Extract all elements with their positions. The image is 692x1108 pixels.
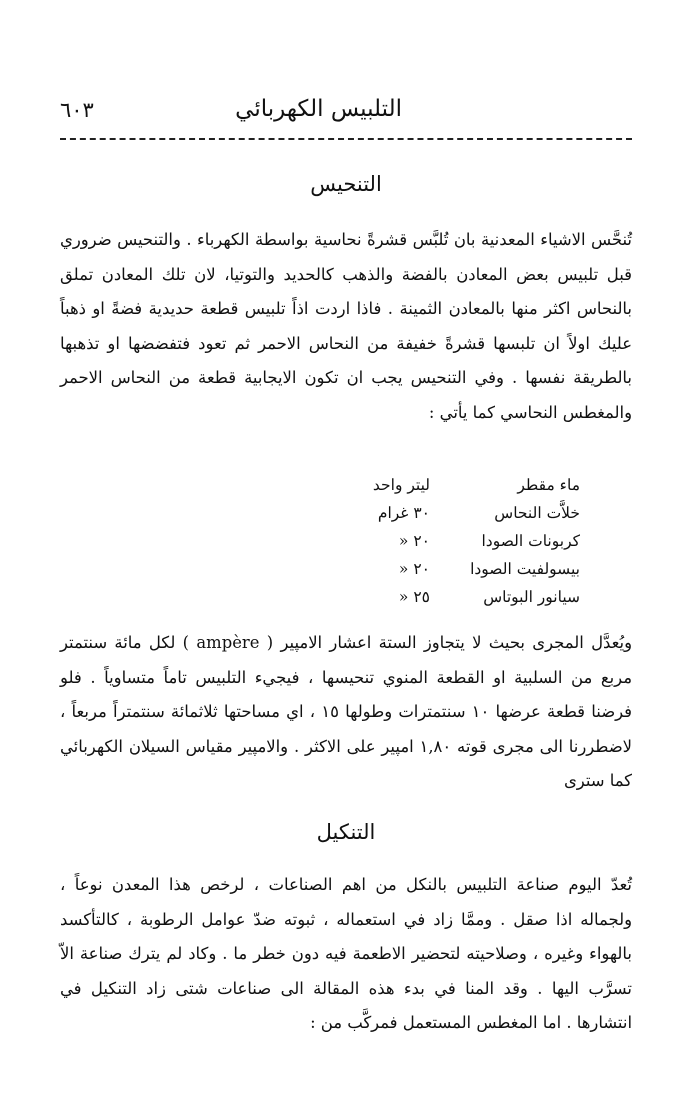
ingredient-quantity: ٢٥ «: [398, 588, 430, 606]
ingredient-quantity: ليتر واحد: [372, 476, 430, 494]
ingredient-quantity: ٣٠ غرام: [377, 504, 430, 522]
paragraph-intro: [60, 223, 632, 430]
recipe-row: [280, 532, 580, 560]
ingredient-quantity: ٢٠ «: [398, 560, 430, 578]
recipe-row: [280, 588, 580, 616]
paragraph-text: تُعدّ اليوم صناعة التلبيس بالنكل من اهم الصناعات ، لرخص هذا المعدن نوعاً ، ولجماله اذا صقل . وممَّا زاد في استعماله ، ثبوته ضدّ عوامل الرطوبة ، كالتأكسد بالهواء وغيره ، وصلاحيته لتحضير الاطعمة فيه دون خطر ما . وكاد لم يترك صناعة الاّ تسرَّب اليها . وقد المنا في بدء هذه المقالة الى صناعات شتى زاد التنكيل في انتشارها . اما المغطس المستعمل فمركَّب من :: [60, 875, 632, 1032]
header-rule: [60, 138, 632, 140]
running-title: التلبيس الكهربائي: [235, 96, 402, 122]
paragraph-text: تُنحَّس الاشياء المعدنية بان تُلبَّس قشرةً نحاسية بواسطة الكهرباء . والتنحيس ضروري قبل تلبيس بعض المعادن بالفضة والذهب كالحديد والتوتيا، لان تلك المعادن تملق بالنحاس اكثر منها بالمعادن الثمينة . فاذا اردت اذاً تلبيس قطعة حديدية فضةً او ذهباً عليك اولاً ان تلبسها قشرةً خفيفة من النحاس الاحمر ثم تعود فتفضضها او تذهبها بالطريقة نفسها . وفي التنحيس يجب ان تكون الايجابية قطعة من النحاس الاحمر والمغطس النحاسي كما يأتي :: [60, 230, 632, 422]
page-number: ٦٠٣: [60, 98, 94, 122]
ingredient-name: بيسولفيت الصودا: [470, 560, 580, 578]
section-title-nickel-plating: التنكيل: [316, 820, 376, 844]
paragraph-current: [60, 626, 632, 799]
recipe-row: [280, 476, 580, 504]
recipe-row: [280, 560, 580, 588]
ingredient-name: ماء مقطر: [517, 476, 580, 494]
ingredient-name: سيانور البوتاس: [483, 588, 580, 606]
recipe-table: [280, 476, 580, 616]
page-header: [60, 92, 632, 132]
recipe-row: [280, 504, 580, 532]
section-title-copper-plating: التنحيس: [310, 172, 382, 196]
paragraph-nickel: [60, 868, 632, 1041]
ingredient-quantity: ٢٠ «: [398, 532, 430, 550]
paragraph-text: ويُعدَّل المجرى بحيث لا يتجاوز الستة اعشار الامپير ( ampère ) لكل مائة سنتمتر مربع من السلبية او القطعة المنوي تنحيسها ، فيجيء التلبيس تاماً متساوياً . فلو فرضنا قطعة عرضها ١٠ سنتمترات وطولها ١٥ ، اي مساحتها ثلاثمائة سنتمتراً مربعاً ، لاضطررنا الى مجرى قوته ١,٨٠ امپير على الاكثر . والامپير مقياس السيلان الكهربائي كما سترى: [60, 633, 632, 790]
ingredient-name: كربونات الصودا: [481, 532, 580, 550]
ingredient-name: خلاَّت النحاس: [494, 504, 580, 522]
